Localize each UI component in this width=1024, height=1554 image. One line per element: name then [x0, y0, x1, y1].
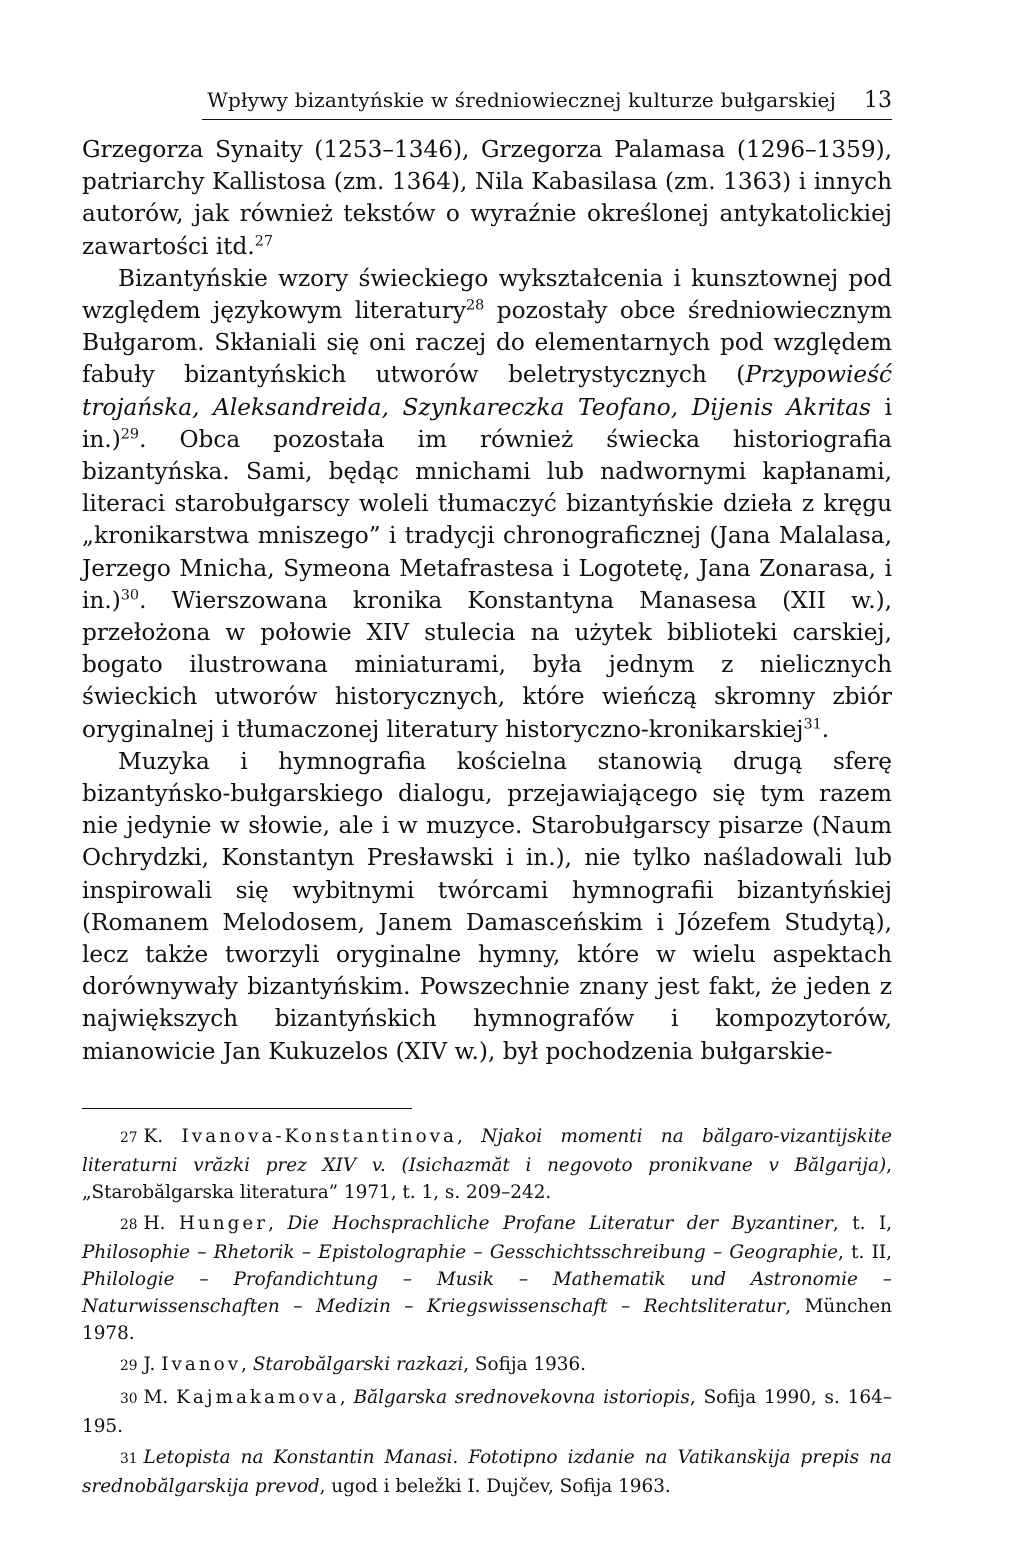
- text-run: Bizantyńskie wzory świeckiego wykształcenia i kunsztownej pod względem językowym literatury: [82, 264, 892, 325]
- footnote: [82, 1384, 892, 1440]
- running-header-title: Wpływy bizantyńskie w średniowiecznej kulturze bułgarskiej: [207, 88, 836, 112]
- text-run: i in.): [82, 393, 892, 453]
- paragraph: [82, 134, 892, 263]
- text-run: , t. II,: [837, 1241, 892, 1263]
- footnote-reference: 30: [120, 587, 140, 604]
- italic-title: Bălgarska srednovekovna istoriopis: [353, 1386, 690, 1408]
- text-run: , ugod i beležki I. Dujčev, Sofija 1963.: [319, 1475, 671, 1497]
- text-run: , Sofija 1990, s. 164–195.: [82, 1386, 892, 1437]
- footnote-number: 29: [120, 1357, 138, 1374]
- italic-title: Starobălgarski razkazi: [252, 1353, 464, 1375]
- footnote-number: 27: [120, 1129, 138, 1146]
- text-run: Grzegorza Synaity (1253–1346), Grzegorza Palamasa (1296–1359), patriarchy Kallistosa (zm. 1364), Nila Kabasilasa (zm. 1363) i innych autorów, jak również tekstów o wyraźnie określonej antykatolickiej zawartości itd.: [82, 136, 892, 260]
- text-run: J.: [143, 1353, 162, 1375]
- italic-title: Przypowieść trojańska, Aleksandreida, Szynkareczka Teofano, Dijenis Akritas: [82, 361, 892, 421]
- text-run: M.: [143, 1386, 177, 1408]
- body-text: [82, 134, 892, 1068]
- footnote-reference: 31: [803, 715, 822, 732]
- footnote: [82, 1444, 892, 1500]
- page-number: 13: [864, 88, 892, 113]
- text-run: K.: [143, 1125, 182, 1147]
- footnote-reference: 27: [254, 232, 273, 249]
- footnote-number: 28: [120, 1216, 138, 1233]
- italic-title: Letopista na Konstantin Manasi. Fototipno izdanie na Vatikanskija prepis na srednobălgarskija prevod: [82, 1446, 892, 1497]
- author-name: Ivanov: [161, 1353, 242, 1375]
- footnote-separator: [82, 1108, 412, 1109]
- footnote-reference: 28: [465, 297, 485, 314]
- footnote: [82, 1351, 892, 1380]
- footnotes: [82, 1123, 892, 1500]
- italic-title: Philosophie – Rhetorik – Epistolographie – Gesschichtsschreibung – Geographie: [82, 1241, 838, 1263]
- author-name: Ivanova-Konstantinova: [181, 1125, 457, 1147]
- author-name: Hunger: [178, 1212, 269, 1234]
- text-run: ,: [241, 1353, 253, 1375]
- text-run: , München 1978.: [82, 1295, 892, 1344]
- text-run: Muzyka i hymnografia kościelna stanowią drugą sferę bizantyńsko-bułgarskiego dialogu, przejawiającego się tym razem nie jedynie w słowie, ale i w muzyce. Starobułgarscy pisarze (Naum Ochrydzki, Konstantyn Presławski i in.), nie tylko naśladowali lub inspirowali się wybitnymi twórcami hymnografii bizantyńskiej (Romanem Melodosem, Janem Damasceńskim i Józefem Studytą), lecz także tworzyli oryginalne hymny, które w wielu aspektach dorównywały bizantyńskim. Powszechnie znany jest fakt, że jeden z największych bizantyńskich hymnografów i kompozytorów, mianowicie Jan Kukuzelos (XIV w.), był pochodzenia bułgarskie-: [82, 747, 892, 1065]
- italic-title: Philologie – Profandichtung – Musik – Mathematik und Astronomie – Naturwissenschaften – Medizin – Kriegswissenschaft – Rechtsliteratur: [82, 1268, 892, 1317]
- text-run: .: [821, 715, 830, 743]
- book-page: [82, 88, 892, 1504]
- footnote-number: 31: [120, 1450, 138, 1467]
- text-run: H.: [143, 1212, 179, 1234]
- text-run: pozostały obce średniowiecznym Bułgarom. Skłaniali się oni raczej do elementarnych pod względem fabuły bizantyńskich utworów beletrystycznych (: [82, 297, 892, 389]
- text-run: . Obca pozostała im również świecka historiografia bizantyńska. Sami, będąc mnichami lub nadwornymi kapłanami, literaci starobułgarscy woleli tłumaczyć bizantyńskie dzieła z kręgu „kronikarstwa mniszego” i tradycji chronograficznej (Jana Malalasa, Jerzego Mnicha, Symeona Metafrastesa i Logotetę, Jana Zonarasa, i in.): [82, 425, 892, 614]
- footnote-reference: 29: [120, 426, 140, 443]
- text-run: , „Starobălgarska literatura” 1971, t. 1, s. 209–242.: [82, 1154, 892, 1203]
- text-run: , Sofija 1936.: [463, 1353, 587, 1375]
- text-run: ,: [339, 1386, 354, 1408]
- text-run: . Wierszowana kronika Konstantyna Manasesa (XII w.), przełożona w połowie XIV stulecia na użytek biblioteki carskiej, bogato ilustrowana miniaturami, była jednym z nielicznych świeckich utworów historycznych, które wieńczą skromny zbiór oryginalnej i tłumaczonej literatury historyczno-kronikarskiej: [82, 586, 892, 743]
- paragraph: [82, 746, 892, 1068]
- italic-title: Die Hochsprachliche Profane Literatur der Byzantiner: [287, 1212, 833, 1234]
- text-run: ,: [457, 1125, 482, 1147]
- footnote: [82, 1210, 892, 1347]
- italic-title: Njakoi momenti na bălgaro-vizantijskite literaturni vrăzki prez XIV v. (Isichazmăt i negovoto pronikvane v Bălgarija): [82, 1125, 892, 1176]
- text-run: ,: [268, 1212, 288, 1234]
- running-header: [202, 88, 892, 120]
- paragraph: [82, 263, 892, 746]
- footnote: [82, 1123, 892, 1206]
- text-run: , t. I,: [832, 1212, 893, 1234]
- author-name: Kajmakamova: [176, 1386, 340, 1408]
- footnote-number: 30: [120, 1390, 138, 1407]
